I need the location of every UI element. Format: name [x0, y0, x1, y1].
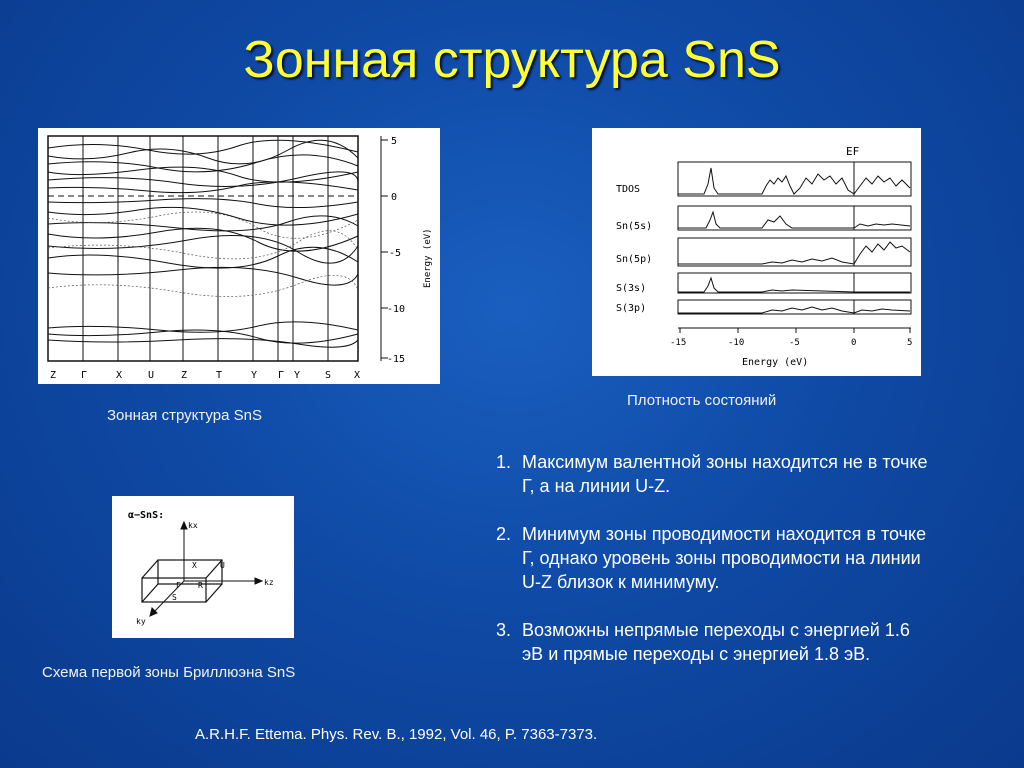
energy-axis-label: Energy (eV) — [423, 228, 433, 288]
list-item — [496, 522, 936, 594]
energy-tick: 5 — [391, 136, 398, 147]
energy-tick: 0 — [391, 192, 398, 203]
list-item-number: 1. — [496, 452, 512, 472]
dos-energy-tick: -10 — [728, 338, 745, 348]
k-label: X — [354, 370, 361, 381]
k-label: Y — [251, 370, 258, 381]
point-label: X — [192, 561, 197, 570]
point-label: R — [198, 581, 203, 590]
band-structure-caption: Зонная структура SnS — [107, 407, 262, 424]
dos-row-label: Sn(5p) — [616, 254, 653, 265]
list-item — [496, 618, 936, 666]
axis-ky-label: ky — [136, 617, 146, 626]
dos-row-label: S(3p) — [616, 303, 647, 314]
dos-energy-tick: -5 — [789, 338, 800, 348]
dos-energy-tick: 5 — [907, 338, 913, 348]
k-label: U — [148, 370, 155, 381]
list-item-number: 3. — [496, 620, 512, 640]
k-label: T — [216, 370, 223, 381]
list-item-number: 2. — [496, 524, 512, 544]
dos-row-label: S(3s) — [616, 283, 647, 294]
dos-energy-tick: 0 — [851, 338, 857, 348]
band-structure-figure — [38, 128, 440, 384]
dos-energy-tick: -15 — [670, 338, 687, 348]
point-label: Γ — [176, 581, 181, 590]
dos-row-label: TDOS — [616, 184, 641, 195]
k-label: Z — [50, 370, 57, 381]
k-label: X — [116, 370, 123, 381]
conclusions-list — [496, 450, 936, 690]
point-label: S — [172, 593, 177, 602]
dos-row-label: Sn(5s) — [616, 221, 653, 232]
brillouin-zone-figure — [112, 496, 294, 638]
dos-caption: Плотность состояний — [627, 392, 777, 409]
fermi-label: EF — [846, 145, 860, 158]
k-label: Γ — [81, 370, 88, 381]
brillouin-heading: α−SnS: — [128, 510, 165, 521]
brillouin-caption: Схема первой зоны Бриллюэна SnS — [42, 664, 296, 681]
brillouin-zone-diagram — [112, 496, 294, 638]
energy-tick: -5 — [389, 248, 402, 259]
band-structure-plot — [38, 128, 440, 384]
list-item-text: Минимум зоны проводимости находится в точке Г, однако уровень зоны проводимости на линии U-Z близок к минимуму. — [522, 524, 927, 592]
point-label: U — [220, 561, 225, 570]
axis-kz-label: kz — [264, 578, 274, 587]
slide-title: Зонная структура SnS — [243, 31, 781, 89]
energy-tick: -15 — [387, 354, 406, 365]
k-label: Γ — [278, 370, 285, 381]
k-label: Z — [181, 370, 188, 381]
reference-citation: A.R.H.F. Ettema. Phys. Rev. B., 1992, Vol. 46, P. 7363-7373. — [195, 726, 598, 743]
list-item-text: Максимум валентной зоны находится не в точке Г, а на линии U-Z. — [522, 452, 928, 496]
dos-figure — [592, 128, 921, 376]
list-item — [496, 450, 936, 498]
dos-axis-label: Energy (eV) — [742, 357, 809, 368]
k-label: Y — [294, 370, 301, 381]
list-item-text: Возможны непрямые переходы с энергией 1.6 эВ и прямые переходы с энергией 1.8 эВ. — [522, 620, 910, 664]
k-label: S — [325, 370, 332, 381]
energy-tick: -10 — [387, 304, 406, 315]
dos-plot — [592, 128, 921, 376]
axis-kx-label: kx — [188, 521, 198, 530]
